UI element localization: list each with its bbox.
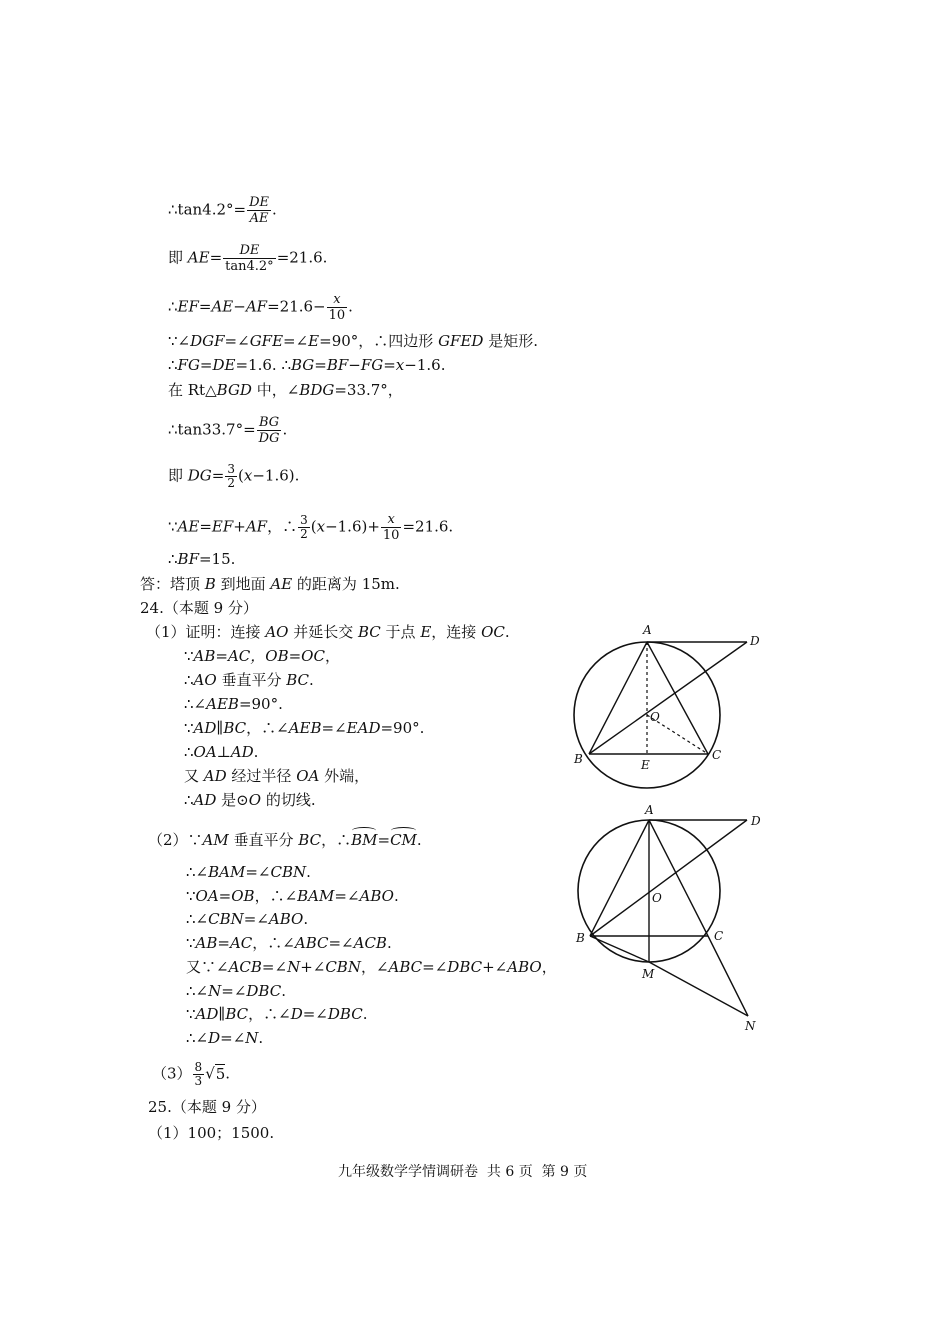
text: ∴∠ bbox=[186, 982, 209, 1000]
text: . bbox=[309, 671, 314, 689]
text: ∴∠ bbox=[186, 1029, 209, 1047]
segment-ac bbox=[647, 642, 708, 754]
var: AD bbox=[195, 1005, 219, 1023]
text: ， bbox=[541, 958, 557, 976]
segment-ac bbox=[649, 820, 708, 936]
text: ∴tan33.7°= bbox=[168, 420, 256, 439]
var: AB=AC bbox=[195, 934, 253, 952]
var: ABO bbox=[507, 958, 542, 976]
text: =∠ bbox=[283, 332, 309, 350]
var: AEB bbox=[206, 695, 239, 713]
denominator: AE bbox=[249, 211, 269, 226]
text: =90°. bbox=[380, 719, 425, 737]
line-24-perp-bisect bbox=[184, 670, 314, 690]
denominator: DG bbox=[258, 431, 280, 446]
text: =∠ bbox=[261, 958, 288, 976]
line-ae-value bbox=[168, 243, 327, 274]
var: ABO bbox=[268, 910, 304, 928]
var: CBN bbox=[270, 863, 307, 881]
text: =∠ bbox=[245, 863, 271, 881]
segment-bd bbox=[589, 642, 747, 754]
var: ABC bbox=[388, 958, 423, 976]
line-24-parallel bbox=[184, 718, 424, 738]
segment-ab bbox=[590, 820, 649, 936]
line-24-oa-perp bbox=[184, 742, 258, 762]
var: AE=EF+AF bbox=[177, 517, 268, 536]
var: N bbox=[208, 982, 222, 1000]
text: =∠ bbox=[302, 1005, 328, 1023]
line-24-radius bbox=[184, 766, 369, 786]
text: −1.6). bbox=[252, 466, 300, 485]
arc-cm: CM bbox=[390, 831, 417, 849]
line-24-oa-ob bbox=[186, 886, 399, 906]
label-d: D bbox=[750, 634, 760, 648]
radicand: 5 bbox=[215, 1064, 226, 1083]
denominator: 10 bbox=[328, 308, 346, 323]
text: 经过半径 bbox=[226, 767, 297, 785]
label-c: C bbox=[714, 929, 724, 943]
page-footer bbox=[338, 1162, 587, 1182]
var: D bbox=[208, 1029, 221, 1047]
line-rt-triangle bbox=[168, 380, 403, 400]
fraction bbox=[247, 195, 271, 226]
text: 是矩形. bbox=[483, 332, 538, 350]
var: BG=BF−FG=x bbox=[291, 356, 405, 374]
var: AD bbox=[193, 719, 217, 737]
var: x bbox=[316, 517, 326, 536]
line-equation bbox=[168, 512, 453, 543]
numerator: x bbox=[327, 292, 348, 308]
var: ACB bbox=[353, 934, 387, 952]
fraction bbox=[381, 512, 402, 543]
text: （3） bbox=[152, 1064, 192, 1083]
segment-bm bbox=[590, 936, 649, 962]
text: =∠ bbox=[328, 934, 354, 952]
line-rectangle bbox=[168, 331, 538, 351]
label-n: N bbox=[745, 1019, 756, 1033]
line-24-aeb bbox=[184, 694, 283, 714]
line-25-1-answer bbox=[148, 1123, 274, 1143]
line-24-d-dbc bbox=[186, 1004, 367, 1024]
var: EF=AE−AF bbox=[177, 297, 268, 316]
text: ，∴∠ bbox=[254, 887, 298, 905]
text: ，∠ bbox=[360, 958, 389, 976]
fraction bbox=[193, 1061, 205, 1088]
text: （1）100；1500. bbox=[148, 1124, 275, 1142]
label-d: D bbox=[751, 814, 761, 828]
fraction bbox=[257, 415, 282, 446]
numerator: x bbox=[381, 512, 402, 528]
figure-24-1 bbox=[560, 615, 775, 790]
fraction bbox=[327, 292, 348, 323]
line-ef bbox=[168, 292, 353, 323]
text: ， bbox=[324, 647, 340, 665]
var: O bbox=[248, 791, 262, 809]
text: ∴∠ bbox=[184, 695, 207, 713]
figure-24-2 bbox=[560, 798, 775, 1038]
line-24-abc-acb bbox=[186, 933, 392, 953]
text: （1）证明：连接 bbox=[146, 623, 266, 641]
text: . bbox=[504, 623, 510, 641]
line-bf bbox=[168, 549, 235, 569]
text: . bbox=[253, 743, 259, 761]
var: OA⊥AD bbox=[193, 743, 254, 761]
var: ABC bbox=[294, 934, 329, 952]
line-tan337 bbox=[168, 415, 287, 446]
text: =∠ bbox=[224, 332, 250, 350]
var: AM bbox=[202, 831, 229, 849]
text: 又 bbox=[184, 767, 204, 785]
text: . bbox=[416, 831, 422, 849]
label-b: B bbox=[574, 752, 583, 766]
var: GFED bbox=[438, 332, 484, 350]
text: ∥ bbox=[216, 719, 224, 737]
denominator: 2 bbox=[300, 527, 308, 541]
text: . bbox=[225, 1064, 231, 1083]
text: 24.（本题 9 分） bbox=[140, 599, 258, 617]
question-25-heading bbox=[148, 1097, 266, 1117]
text: 在 Rt△ bbox=[168, 381, 217, 399]
var: OC bbox=[481, 623, 505, 641]
text: ( bbox=[238, 466, 244, 485]
var: BC bbox=[223, 719, 247, 737]
var: CBN bbox=[325, 958, 361, 976]
var: D bbox=[290, 1005, 303, 1023]
text: ，∴∠ bbox=[252, 934, 295, 952]
label-c: C bbox=[712, 748, 722, 762]
text: ∵ bbox=[184, 647, 194, 665]
var: DBC bbox=[246, 982, 282, 1000]
text: =∠ bbox=[334, 887, 360, 905]
text: = bbox=[209, 248, 223, 267]
text: ∴tan4.2°= bbox=[168, 200, 247, 219]
numerator: 8 bbox=[194, 1060, 203, 1074]
label-o: O bbox=[652, 891, 662, 905]
text: ∴ bbox=[168, 550, 178, 568]
var: DBC bbox=[447, 958, 483, 976]
text: +∠ bbox=[300, 958, 326, 976]
text: ，连接 bbox=[431, 623, 482, 641]
text: . bbox=[281, 982, 286, 1000]
numerator: 3 bbox=[227, 462, 236, 476]
label-b: B bbox=[576, 931, 585, 945]
text: =90°，∴四边形 bbox=[319, 332, 439, 350]
text: ∴ bbox=[184, 743, 194, 761]
var: x bbox=[243, 466, 253, 485]
line-24-bam-cbn bbox=[186, 862, 311, 882]
var: DGF bbox=[190, 332, 225, 350]
line-24-n-dbc bbox=[186, 981, 286, 1001]
var: AD bbox=[203, 767, 227, 785]
text: =∠ bbox=[422, 958, 448, 976]
text: 是⊙ bbox=[216, 791, 249, 809]
numerator: DE bbox=[249, 195, 270, 210]
line-dg bbox=[168, 463, 299, 490]
line-fg bbox=[168, 355, 445, 375]
var: AO bbox=[193, 671, 217, 689]
text: ∵ bbox=[186, 887, 196, 905]
text: ，∴ bbox=[321, 831, 352, 849]
var: AEB bbox=[288, 719, 322, 737]
text: =∠ bbox=[220, 1029, 246, 1047]
text: −1.6. bbox=[404, 356, 446, 374]
text: =33.7°， bbox=[334, 381, 403, 399]
var: BC bbox=[286, 671, 310, 689]
var: DBC bbox=[327, 1005, 363, 1023]
var: AO bbox=[265, 623, 289, 641]
label-a: A bbox=[643, 623, 652, 637]
text: =15. bbox=[198, 550, 236, 568]
text: 又∵∠ bbox=[186, 958, 229, 976]
var: E bbox=[420, 623, 432, 641]
numerator: 3 bbox=[300, 513, 308, 527]
var: AD bbox=[193, 791, 217, 809]
line-24-1-proof bbox=[146, 622, 510, 642]
numerator: BG bbox=[257, 415, 282, 431]
text: ∵ bbox=[168, 517, 178, 536]
text: =90°. bbox=[238, 695, 283, 713]
line-answer bbox=[140, 574, 400, 594]
var: CBN bbox=[208, 910, 244, 928]
text: ，∴∠ bbox=[246, 719, 289, 737]
var: OA=OB bbox=[195, 887, 255, 905]
text: 的距离为 15m. bbox=[292, 575, 400, 593]
text: ( bbox=[310, 517, 317, 536]
text: = bbox=[211, 466, 225, 485]
var: ACB bbox=[228, 958, 262, 976]
denominator: 2 bbox=[227, 476, 236, 490]
text: 到地面 bbox=[215, 575, 271, 593]
denominator: tan4.2° bbox=[225, 259, 274, 274]
text: −1.6)+ bbox=[325, 517, 380, 536]
text: ∵ bbox=[186, 934, 196, 952]
text: . bbox=[393, 887, 399, 905]
text: . bbox=[348, 297, 353, 316]
var: N bbox=[287, 958, 301, 976]
var: BAM bbox=[208, 863, 246, 881]
text: . bbox=[272, 200, 277, 219]
line-tan42 bbox=[168, 195, 277, 226]
text: . bbox=[303, 910, 309, 928]
text: ∴∠ bbox=[186, 910, 209, 928]
segment-bd bbox=[590, 820, 747, 936]
text: ∵ bbox=[186, 1005, 196, 1023]
var: AE bbox=[187, 248, 210, 267]
denominator: 3 bbox=[194, 1074, 203, 1088]
text: ∴ bbox=[168, 356, 178, 374]
text: ∴ bbox=[184, 671, 194, 689]
label-o: O bbox=[650, 710, 660, 724]
line-24-2-arcs bbox=[148, 830, 422, 850]
var: EAD bbox=[346, 719, 381, 737]
var: N bbox=[245, 1029, 259, 1047]
text: 答：塔顶 bbox=[140, 575, 205, 593]
var: DG bbox=[187, 466, 212, 485]
sqrt-sign: √ bbox=[205, 1064, 215, 1083]
denominator: 10 bbox=[382, 528, 400, 543]
label-e: E bbox=[641, 758, 650, 772]
var: BC bbox=[358, 623, 381, 641]
line-24-cbn-abo bbox=[186, 909, 308, 929]
line-24-angle-sum bbox=[186, 957, 557, 977]
fraction bbox=[223, 243, 276, 274]
text: ∴ bbox=[184, 791, 194, 809]
text: ∵ bbox=[184, 719, 194, 737]
var: B bbox=[204, 575, 216, 593]
var: BDG bbox=[299, 381, 335, 399]
text: 垂直平分 bbox=[228, 831, 299, 849]
text: =1.6. ∴ bbox=[235, 356, 291, 374]
fraction bbox=[298, 514, 310, 541]
text: . bbox=[258, 1029, 264, 1047]
label-m: M bbox=[642, 967, 655, 981]
var: BAM bbox=[297, 887, 335, 905]
text: =∠ bbox=[221, 982, 247, 1000]
text: =∠ bbox=[321, 719, 347, 737]
text: . bbox=[386, 934, 392, 952]
text: 并延长交 bbox=[288, 623, 358, 641]
text: . bbox=[282, 420, 288, 439]
text: . bbox=[306, 863, 311, 881]
text: +∠ bbox=[482, 958, 508, 976]
line-24-d-n bbox=[186, 1028, 263, 1048]
text: 垂直平分 bbox=[216, 671, 287, 689]
var: BC bbox=[225, 1005, 249, 1023]
text: 的切线. bbox=[261, 791, 316, 809]
segment-ab bbox=[589, 642, 647, 754]
line-24-3-answer bbox=[152, 1061, 230, 1088]
var: AB=AC，OB=OC bbox=[193, 647, 325, 665]
text: 即 bbox=[168, 248, 188, 267]
var: OA bbox=[296, 767, 320, 785]
text: ∥ bbox=[218, 1005, 226, 1023]
text: . bbox=[362, 1005, 368, 1023]
text: = bbox=[377, 831, 391, 849]
text: ，∴∠ bbox=[248, 1005, 291, 1023]
fraction bbox=[225, 463, 237, 490]
var: ABO bbox=[359, 887, 394, 905]
text: 中，∠ bbox=[251, 381, 300, 399]
numerator: DE bbox=[223, 243, 276, 259]
question-24-heading bbox=[140, 598, 258, 618]
text: ∵∠ bbox=[168, 332, 191, 350]
label-a: A bbox=[645, 803, 654, 817]
footer-text: 九年级数学学情调研卷 共 6 页 第 9 页 bbox=[338, 1164, 588, 1180]
segment-mn bbox=[649, 962, 748, 1016]
var: BGD bbox=[216, 381, 252, 399]
var: GFE bbox=[249, 332, 284, 350]
text: =21.6. bbox=[402, 517, 454, 536]
text: =21.6− bbox=[267, 297, 326, 316]
text: （2）∵ bbox=[148, 831, 203, 849]
text: 外端， bbox=[319, 767, 370, 785]
var: AE bbox=[270, 575, 293, 593]
text: =21.6. bbox=[276, 248, 328, 267]
text: 即 bbox=[168, 466, 188, 485]
text: 于点 bbox=[380, 623, 421, 641]
text: ∴∠ bbox=[186, 863, 209, 881]
line-24-tangent bbox=[184, 790, 316, 810]
var: BC bbox=[298, 831, 322, 849]
var: FG=DE bbox=[177, 356, 236, 374]
line-24-ab-ac bbox=[184, 646, 340, 666]
text: 25.（本题 9 分） bbox=[148, 1098, 266, 1116]
segment-cn bbox=[708, 936, 748, 1016]
var: E bbox=[308, 332, 320, 350]
text: ∴ bbox=[168, 297, 178, 316]
text: =∠ bbox=[243, 910, 269, 928]
arc-bm: BM bbox=[351, 831, 378, 849]
var: BF bbox=[177, 550, 199, 568]
text: ，∴ bbox=[267, 517, 298, 536]
